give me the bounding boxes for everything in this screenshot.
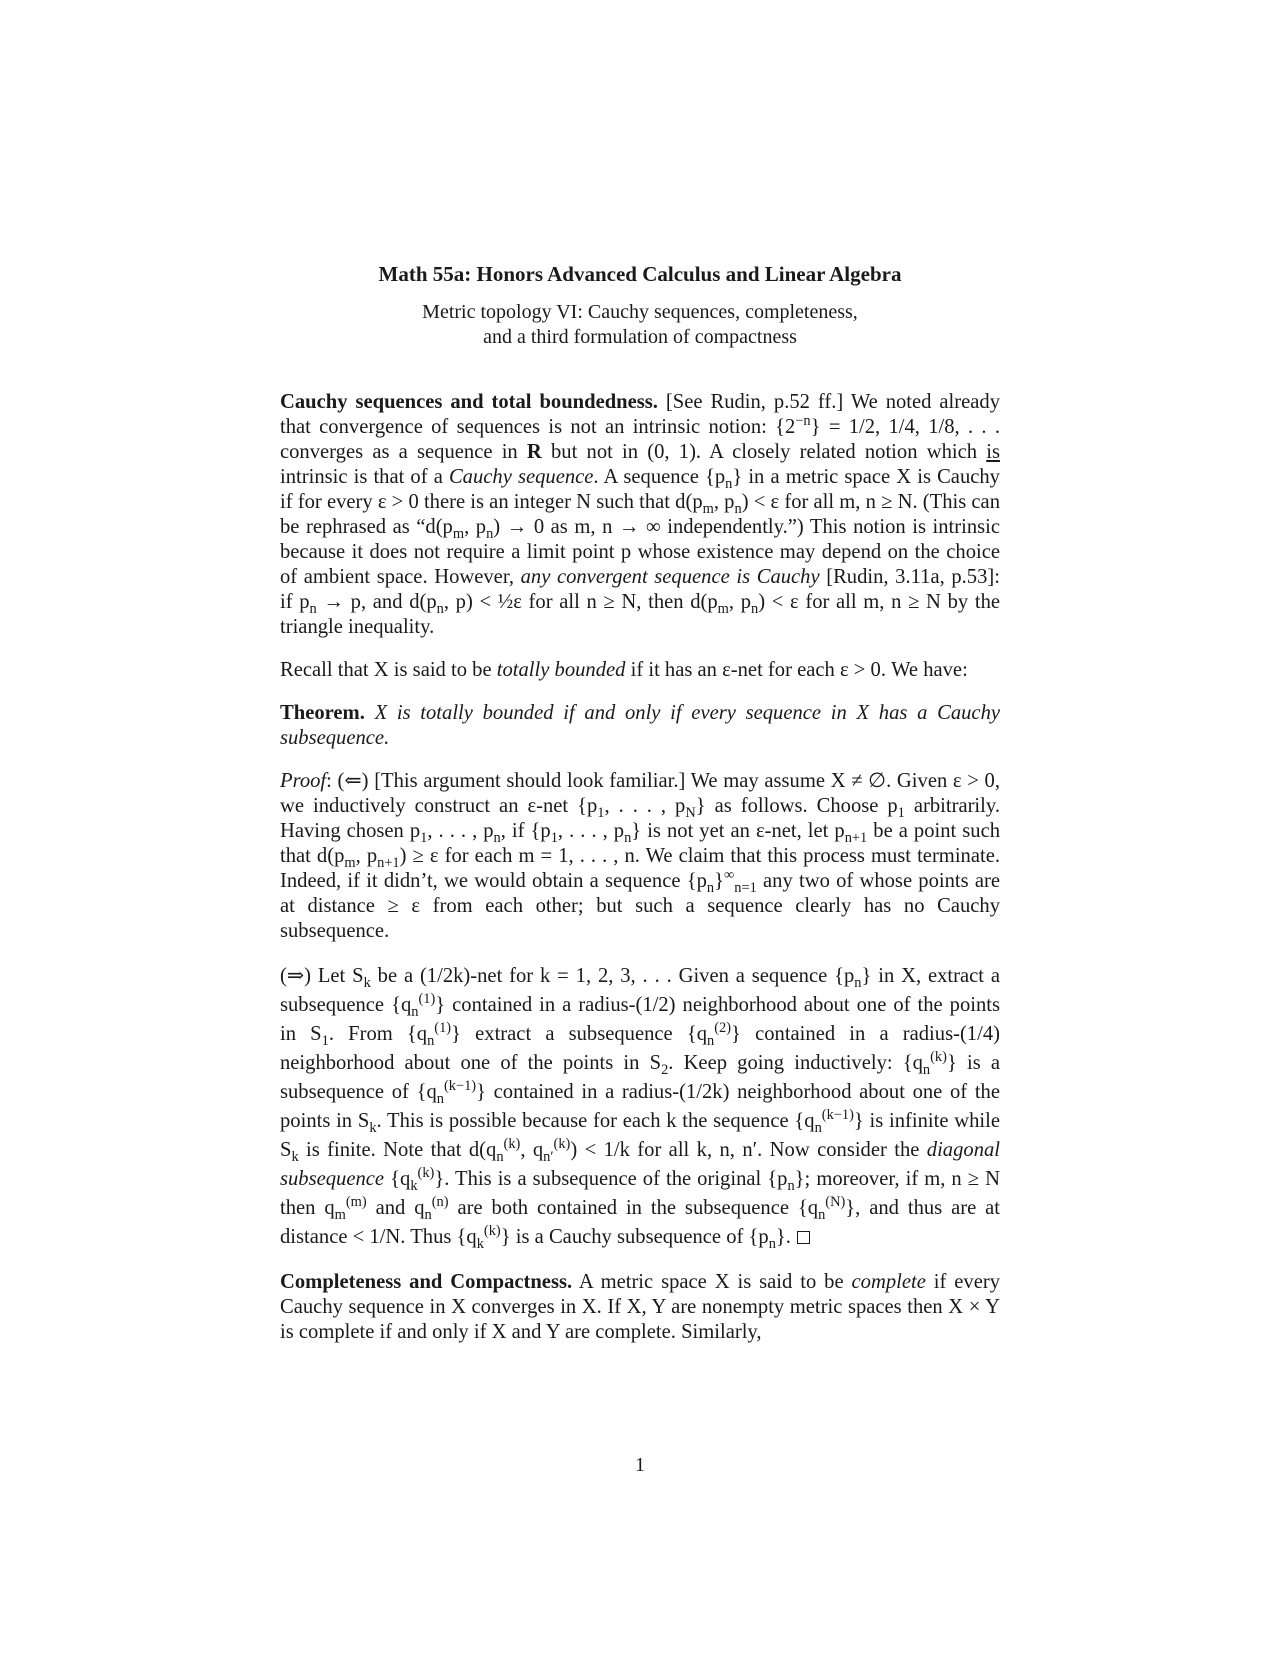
subtitle-line-1: Metric topology VI: Cauchy sequences, completeness, xyxy=(422,301,858,323)
proof-label: Proof xyxy=(280,770,327,792)
theorem xyxy=(280,701,1000,751)
theorem-label: Theorem. xyxy=(280,702,365,724)
qed-square-icon xyxy=(797,1231,810,1244)
document-body xyxy=(280,390,1000,1363)
paragraph-cauchy-sequences: Cauchy sequences and total boundedness. [See Rudin, p.52 ff.] We noted already that convergence of sequences is not an intrinsic notion: $\{2^{-n}\} = 1/2$, 1/4, 1/8, . . . converges as a sequence in R but not in (0, 1). A closely related notion which is intrinsic is that of a Cauchy sequence. A sequence $\{p_n\}$ in a metric space X is Cauchy if for every ε > 0 there is an integer N such that $d(p_m$, $p_n) < \varepsilon$ for all m, n ≥ N. (This can be rephrased as “$d(p_m$, $p_n) \to 0$ as m, n → ∞ independently.”) This notion is intrinsic because it does not require a limit point p whose existence may depend on the choice of ambient space. However, any convergent sequence is Cauchy [Rudin, 3.11a, p.53]: if $p_n \to p$, and $d(p_n$, p) < ½ε for all n ≥ N, then $d(p_m$, $p_n) < \varepsilon$ for all m, n ≥ N by the triangle inequality. xyxy=(280,391,1001,638)
theorem-statement: X is totally bounded if and only if every sequence in X has a Cauchy subsequence. xyxy=(280,702,1001,749)
paragraph-recall: Recall that X is said to be totally bounded if it has an ε-net for each ε > 0. We have: xyxy=(280,659,968,681)
document-title: Math 55a: Honors Advanced Calculus and Linear Algebra xyxy=(378,262,902,286)
proof-part-2: (⇒) Let $S_k$ be a (1/2k)-net for k = 1, 2, 3, . . . Given a sequence $\{p_n\}$ in X, extract a subsequence $\{q_n^{(1)}\}$ contained in a radius-(1/2) neighborhood about one of the points in $S_1$. From $\{q_n^{(1)}\}$ extract a subsequence $\{q_n^{(2)}\}$ contained in a radius-(1/4) neighborhood about one of the points in $S_2$. Keep going inductively: $\{q_n^{(k)}\}$ is a subsequence of $\{q_n^{(k-1)}\}$ contained in a radius-(1/2k) neighborhood about one of the points in $S_k$. This is possible because for each k the sequence $\{q_n^{(k-1)}\}$ is infinite while $S_k$ is finite. Note that $d(q_n^{(k)}$, $q_{n'}^{(k)}) < 1/k$ for all k, n, n′. Now consider the diagonal subsequence $\{q_k^{(k)}\}$. This is a subsequence of the original $\{p_n\}$; moreover, if m, n ≥ N then $q_m^{(m)}$ and $q_n^{(n)}$ are both contained in the subsequence $\{q_n^{(N)}\}$, and thus are at distance < 1/N. Thus $\{q_k^{(k)}\}$ is a Cauchy subsequence of $\{p_n\}$. xyxy=(280,965,1001,1253)
page-number: 1 xyxy=(635,1454,645,1476)
subtitle-line-2: and a third formulation of compactness xyxy=(483,326,797,348)
paragraph-completeness: Completeness and Compactness. A metric space X is said to be complete if every Cauchy sequence in X converges in X. If X, Y are nonempty metric spaces then X × Y is complete if and only if X and Y are complete. Similarly, xyxy=(280,1271,1000,1343)
section-heading-completeness: Completeness and Compactness. xyxy=(280,1271,573,1293)
document-subtitle xyxy=(0,300,1280,350)
section-heading-cauchy: Cauchy sequences and total boundedness. xyxy=(280,391,658,413)
proof-part-1: Proof: (⇐) [This argument should look familiar.] We may assume X ≠ ∅. Given ε > 0, we inductively construct an ε-net {$p_1$, . . . , $p_N$} as follows. Choose $p_1$ arbitrarily. Having chosen $p_1$, . . . , $p_n$, if {$p_1$, . . . , $p_n$} is not yet an ε-net, let $p_{n+1}$ be a point such that $d(p_m$, $p_{n+1}) \ge \varepsilon$ for each m = 1, . . . , n. We claim that this process must terminate. Indeed, if it didn’t, we would obtain a sequence $\{p_n\}^\infty_{n=1}$ any two of whose points are at distance ≥ ε from each other; but such a sequence clearly has no Cauchy subsequence. xyxy=(280,770,1001,942)
